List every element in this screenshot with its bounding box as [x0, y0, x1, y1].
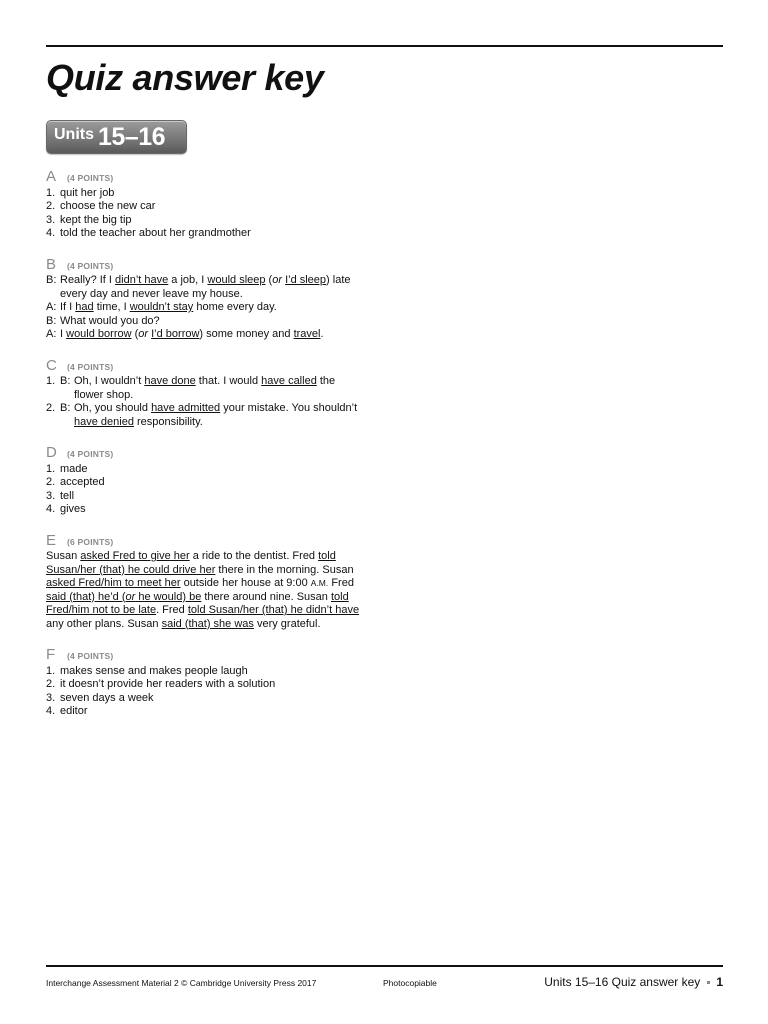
- section-d: [46, 444, 366, 517]
- text-run: ) some money and: [199, 328, 294, 340]
- speaker-label: A:: [46, 301, 57, 313]
- section-f: [46, 646, 366, 719]
- section-points: (4 POINTS): [67, 449, 114, 459]
- text-run: there in the morning. Susan: [215, 563, 354, 576]
- speaker-label: B:: [60, 402, 71, 414]
- text-run: or: [138, 328, 149, 340]
- text-run: home every day.: [193, 301, 277, 313]
- answer-item: [46, 490, 366, 504]
- bottom-rule: [46, 965, 723, 967]
- text-run: Oh, you should: [74, 402, 152, 414]
- underlined-answer: told Fred/him not to be late: [46, 590, 349, 616]
- footer-title: [544, 975, 723, 989]
- copyright-text: Interchange Assessment Material 2 © Cambridge University Press 2017: [46, 978, 317, 988]
- section-c: [46, 357, 366, 430]
- units-badge-range: 15–16: [98, 122, 166, 151]
- text-run: . Fred: [156, 604, 188, 616]
- item-text: gives: [60, 503, 86, 515]
- text-run: the flower shop.: [74, 375, 336, 401]
- item-text: told the teacher about her grandmother: [60, 227, 251, 239]
- text-run: there around nine. Susan: [201, 590, 331, 603]
- item-text: tell: [60, 489, 75, 502]
- speaker-label: B:: [46, 314, 57, 327]
- text-run: Susan: [46, 550, 81, 562]
- underlined-answer: didn’t have: [115, 274, 169, 286]
- section-points: (4 POINTS): [67, 260, 114, 271]
- answer-item: [46, 665, 366, 679]
- underlined-answer: have denied: [74, 415, 134, 428]
- dialogue-text: [60, 328, 366, 342]
- speaker-label: B:: [60, 375, 71, 387]
- item-number: 4.: [46, 227, 56, 239]
- item-text: [74, 402, 366, 429]
- section-header: [46, 256, 366, 274]
- section-letter: A: [46, 168, 57, 185]
- underlined-answer: wouldn’t stay: [129, 301, 194, 313]
- section-a: [46, 168, 366, 241]
- dialogue-text: [60, 315, 366, 329]
- item-number: 1.: [46, 186, 56, 199]
- photocopiable-label: Photocopiable: [383, 978, 437, 988]
- item-number: 2.: [46, 476, 56, 488]
- text-run: Really? If I: [60, 274, 116, 286]
- section-points: (4 POINTS): [67, 361, 114, 372]
- underlined-answer: told Susan/her (that) he didn’t have: [187, 604, 360, 616]
- item-number: 2.: [46, 200, 56, 212]
- top-rule: [46, 45, 723, 47]
- underlined-answer: have done: [144, 375, 196, 387]
- units-badge-word: Units: [54, 126, 94, 143]
- dialogue-text: [60, 274, 366, 301]
- item-text: editor: [60, 705, 88, 717]
- item-text: choose the new car: [60, 200, 156, 212]
- item-text: kept the big tip: [60, 213, 132, 226]
- answer-key-content: [46, 168, 366, 734]
- text-run: Fred: [328, 577, 354, 589]
- section-e: [46, 532, 366, 632]
- item-text: made: [60, 462, 88, 475]
- section-header: [46, 646, 366, 664]
- item-number: 4.: [46, 503, 56, 515]
- dialogue-line: [46, 328, 366, 342]
- section-letter: D: [46, 444, 57, 461]
- item-number: 1.: [46, 375, 56, 387]
- text-run: ) late every day and never leave my house.: [60, 274, 351, 300]
- underlined-answer: would borrow: [66, 328, 132, 340]
- text-run: A.M.: [310, 578, 329, 588]
- text-run: a ride to the dentist. Fred: [189, 550, 319, 562]
- section-header: [46, 532, 366, 550]
- answer-item: [46, 227, 366, 241]
- units-badge: [46, 120, 187, 154]
- answer-item: [46, 214, 366, 228]
- text-run: outside her house at 9:00: [180, 577, 311, 589]
- item-text: accepted: [60, 476, 105, 488]
- answer-item: [46, 503, 366, 517]
- text-run: that. I would: [195, 375, 262, 387]
- text-run: I: [60, 328, 67, 340]
- answer-item: [46, 678, 366, 692]
- item-number: 1.: [46, 462, 56, 475]
- underlined-answer: I’d sleep: [285, 274, 327, 286]
- dialogue-line: [46, 301, 366, 315]
- underlined-answer: asked Fred/him to meet her: [46, 577, 181, 589]
- item-number: 3.: [46, 691, 56, 704]
- underlined-answer: said (that) he’d (: [46, 590, 126, 603]
- item-number: 3.: [46, 213, 56, 226]
- separator-square-icon: [707, 981, 710, 984]
- answer-item: [46, 692, 366, 706]
- section-b: [46, 256, 366, 342]
- answer-item: [46, 705, 366, 719]
- page-footer: [46, 975, 723, 991]
- dialogue-line: [46, 274, 366, 301]
- answer-item: [46, 200, 366, 214]
- item-text: makes sense and makes people laugh: [60, 664, 248, 677]
- section-letter: B: [46, 255, 57, 273]
- item-text: seven days a week: [60, 691, 154, 704]
- page-title: Quiz answer key: [46, 57, 324, 98]
- underlined-answer: would sleep: [207, 274, 266, 286]
- underlined-answer: or: [125, 590, 136, 603]
- text-run: any other plans. Susan: [46, 617, 162, 630]
- section-header: [46, 357, 366, 375]
- underlined-answer: travel: [293, 328, 321, 340]
- section-header: [46, 168, 366, 186]
- section-letter: E: [46, 531, 57, 549]
- reported-speech-paragraph: [46, 550, 366, 631]
- section-letter: C: [46, 356, 57, 374]
- text-run: a job, I: [168, 274, 208, 286]
- section-points: (4 POINTS): [67, 651, 114, 661]
- page-number: 1: [716, 975, 723, 989]
- text-run: responsibility.: [133, 415, 203, 428]
- dialogue-text: [60, 301, 366, 315]
- text-run: What would you do?: [60, 314, 160, 327]
- dialogue-line: [46, 315, 366, 329]
- item-number: 1.: [46, 664, 56, 677]
- answer-item: [46, 463, 366, 477]
- underlined-answer: asked Fred to give her: [80, 550, 190, 562]
- item-number: 2.: [46, 402, 56, 414]
- answer-item: [46, 476, 366, 490]
- section-letter: F: [46, 646, 56, 663]
- text-run: Oh, I wouldn’t: [74, 375, 145, 387]
- underlined-answer: have called: [261, 375, 317, 387]
- underlined-answer: told Susan/her (that) he could drive her: [46, 550, 336, 576]
- item-number: 2.: [46, 678, 56, 690]
- item-text: it doesn’t provide her readers with a solution: [60, 678, 276, 690]
- underlined-answer: had: [75, 301, 94, 313]
- answer-item: [46, 402, 366, 429]
- text-run: If I: [60, 301, 76, 313]
- section-points: (4 POINTS): [67, 173, 114, 183]
- answer-item: [46, 375, 366, 402]
- underlined-answer: I’d borrow: [151, 328, 200, 340]
- text-run: time, I: [93, 301, 130, 313]
- section-header: [46, 444, 366, 462]
- underlined-answer: said (that) she was: [161, 617, 254, 630]
- item-text: [74, 375, 366, 402]
- answer-item: [46, 187, 366, 201]
- section-points: (6 POINTS): [67, 536, 114, 547]
- speaker-label: A:: [46, 328, 57, 340]
- footer-title-text: Units 15–16 Quiz answer key: [544, 975, 701, 989]
- item-text: quit her job: [60, 186, 115, 199]
- underlined-answer: have admitted: [151, 402, 221, 414]
- text-run: very grateful.: [253, 617, 321, 630]
- underlined-answer: he would) be: [135, 590, 202, 603]
- text-run: .: [320, 328, 324, 340]
- text-run: (: [265, 274, 273, 286]
- text-run: or: [272, 274, 282, 286]
- item-number: 3.: [46, 489, 56, 502]
- speaker-label: B:: [46, 274, 57, 286]
- item-number: 4.: [46, 705, 56, 717]
- text-run: (: [131, 328, 139, 340]
- text-run: your mistake. You shouldn’t: [220, 402, 358, 414]
